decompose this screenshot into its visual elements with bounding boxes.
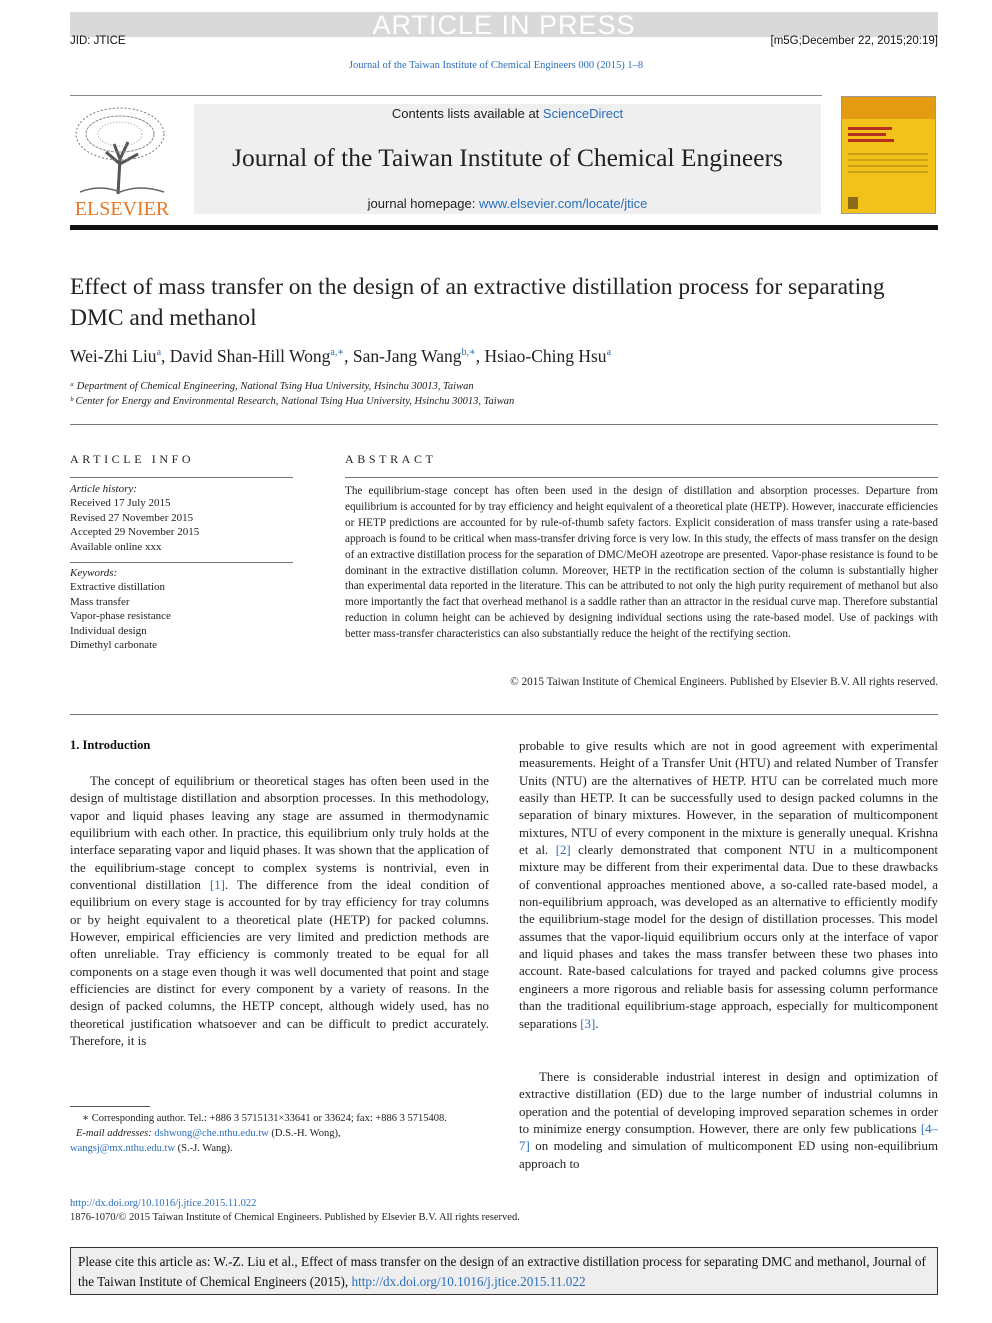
elsevier-tree-icon [70,104,174,218]
author-list: Wei-Zhi Liu$^a$, David Shan-Hill Wong$^{a,∗}$, San-Jang Wang$^{b,∗}$, Hsiao-Ching Hsu$^a$ [70,346,612,366]
journal-cover-thumbnail[interactable] [841,96,936,214]
homepage-prefix: journal homepage: [367,196,479,211]
keyword-item: Extractive distillation [70,581,166,594]
paper-title: Effect of mass transfer on the design of an extractive distillation process for separating DMC and methanol [70,274,885,331]
footnotes: ∗ Corresponding author. Tel.: +886 3 5715131×33641 or 33624; fax: +886 3 5715408. E-mail addresses: dshwong@che.nthu.edu.tw (D.S.-H. Wong), wangsj@mx.nthu.edu.tw (S.-J. Wang). [70,1111,489,1156]
email-link[interactable]: wangsj@mx.nthu.edu.tw [70,1143,176,1154]
article-info-heading: ARTICLE INFO [70,452,195,466]
author-name[interactable]: San-Jang Wang [352,346,462,366]
journal-id: JID: JTICE [70,35,126,47]
section-heading-introduction: 1. Introduction [70,738,151,752]
email-link[interactable]: dshwong@che.nthu.edu.tw [154,1128,269,1139]
affiliation-b: ᵇ Center for Energy and Environmental Research, National Tsing Hua University, Hsinchu 30013, Taiwan [70,396,515,407]
keyword-item: Individual design [70,624,147,637]
intro-paragraph-2: There is considerable industrial interest in design and optimization of extractive distillation (ED) due to the large number of industrial columns in operation and the potential of developing improved separation schemes in order to minimize energy consumption. However, there are only few publications [4–7] on modeling and simulation of multicomponent ED using non-equilibrium approach to [519,1070,938,1171]
affiliation-a: ᵃ Department of Chemical Engineering, National Tsing Hua University, Hsinchu 30013, Taiwan [70,381,474,392]
author-name[interactable]: Wei-Zhi Liu [70,346,157,366]
intro-paragraph-1-continued: probable to give results which are not in good agreement with experimental measurements. Height of a Transfer Unit (HTU) and related Number of Transfer Units (NTU) are the alternatives of HETP. HTU can be correlated much more easily than HETP. It can be successfully used to design packed columns in the separation of binary mixtures. However, in the separation of multicomponent mixtures, NTU of every component in the mixture is generally unequal. Krishna et al. [2] clearly demonstrated that component NTU in a multicomponent mixture may be different from their experimental data. Due to these drawbacks of conventional approaches mentioned above, a so-called rate-based model, a non-equilibrium approach, was developed as an alternative to efficiently modify the equilibrium-stage model for the design of distillation processes. This model assumes that the vapor-liquid equilibrium occurs only at the interface of vapor and liquid phases and takes the mass transfer between these two phases into account. Rate-based calculations for trayed and packed columns give process engineers a more rigorous and reliable basis for assessing column performance than the traditional equilibrium-stage approach, especially for multicomponent separations [3]. [519,739,938,1031]
citation-link[interactable]: [4–7] [519,1122,938,1154]
keyword-item: Vapor-phase resistance [70,610,171,623]
email-label: E-mail addresses: [76,1128,155,1139]
keywords-block [70,566,293,652]
article-history [70,482,293,554]
header-thick-rule [70,225,938,230]
sciencedirect-link[interactable]: ScienceDirect [542,106,624,121]
author-name[interactable]: Hsiao-Ching Hsu [484,346,607,366]
abstract-divider [70,714,938,715]
abstract-heading: ABSTRACT [345,452,437,466]
author-affiliation-mark[interactable]: a [606,347,612,359]
homepage-link[interactable]: www.elsevier.com/locate/jtice [478,196,648,211]
citation-doi-link[interactable]: http://dx.doi.org/10.1016/j.jtice.2015.11.022 [351,1274,586,1289]
history-item: Received 17 July 2015 [70,497,171,510]
journal-reference[interactable]: Journal of the Taiwan Institute of Chemical Engineers 000 (2015) 1–8 [348,60,644,71]
citation-box [70,1247,938,1295]
homepage-line [194,196,821,211]
history-item: Accepted 29 November 2015 [70,526,200,539]
contents-line [194,106,821,121]
article-in-press-banner: ARTICLE IN PRESS [70,12,938,37]
build-stamp: [m5G;December 22, 2015;20:19] [770,35,938,47]
corresponding-author-note: ∗ Corresponding author. Tel.: +886 3 5715131×33641 or 33624; fax: +886 3 5715408. [82,1113,447,1124]
doi-link[interactable]: http://dx.doi.org/10.1016/j.jtice.2015.11.022 [70,1198,257,1209]
author-name[interactable]: David Shan-Hill Wong [169,346,331,366]
abstract-copyright: © 2015 Taiwan Institute of Chemical Engineers. Published by Elsevier B.V. All rights reserved. [510,676,938,688]
article-info-rule [70,477,293,478]
keywords-rule [70,562,293,563]
abstract-rule [345,477,938,478]
author-affiliation-mark[interactable]: a,∗ [330,347,345,359]
citation-link[interactable]: [3] [580,1016,596,1031]
journal-title: Journal of the Taiwan Institute of Chemical Engineers [232,143,783,172]
history-label: Article history: [70,483,137,495]
author-affiliation-mark[interactable]: b,∗ [461,347,476,359]
elsevier-logo[interactable] [70,104,174,218]
issn-line: 1876-1070/© 2015 Taiwan Institute of Chemical Engineers. Published by Elsevier B.V. All rights reserved. [70,1212,520,1223]
publisher-name: ELSEVIER [74,198,170,218]
header-top-rule [70,95,822,96]
contents-prefix: Contents lists available at [391,106,543,121]
citation-link[interactable]: [2] [555,843,571,858]
keyword-item: Mass transfer [70,595,130,608]
keyword-item: Dimethyl carbonate [70,639,158,652]
history-item: Available online xxx [70,540,162,553]
footnote-rule [70,1106,150,1107]
keywords-label: Keywords: [70,567,118,579]
intro-paragraph-1: The concept of equilibrium or theoretical stages has often been used in the design of multistage distillation and absorption processes. In this methodology, vapor and liquid phases leaving any stage are assumed in thermodynamic equilibrium with each other. In practice, this equilibrium only truly holds at the interface separating vapor and liquid phases. It was shown that the application of the equilibrium-stage concept to complex systems is nontrivial, even in conventional distillation [1]. The difference from the ideal condition of equilibrium on every stage is accounted for by tray efficiency for tray columns or by height equivalent to a theoretical plate (HETP) for packed columns. However, empirical efficiencies are very limited and prediction methods are often unreliable. Tray efficiency is commonly treated to be equal for all components on a stage even though it was well documented that point and stage efficiencies are distinct for every component by a variety of reasons. In the design of packed columns, the HETP concept, although widely used, has no theoretical justification whatsoever and can be difficult to predict accurately. Therefore, it is [70,774,489,1049]
citation-link[interactable]: [1] [209,878,225,893]
abstract-text: The equilibrium-stage concept has often been used in the design of distillation and absorption processes. Departure from equilibrium is accounted for by tray efficiency and height equivalent of a theoretical plate (HETP). However, inaccurate efficiencies or HETP predictions are accounted for by rule-of-thumb safety factors. Explicit consideration of mass transfer using a rate-based approach is found to be critical when mass-transfer driving force is very low. In this study, the effects of mass transfer on the design of an extractive distillation process for the separation of DMC/MeOH azeotrope are presented. Vapor-phase resistance is found to be dominant in the extractive distillation column. Moreover, HETP in the rectification section of the column is substantially higher than experimental data reported in the literature. This can be attributed to not only the high purity requirement of methanol but also more importantly the fact that overhead methanol is a saddle rather than an attractor in the residual curve map. Therefore substantial reduction in column height can be achieved by designing individual sections using the rate-based model. Use of packings with better mass-transfer characteristics can also substantially reduce the height of the rectifying section. [345,485,938,641]
title-divider [70,424,938,425]
cover-image [842,97,935,213]
history-item: Revised 27 November 2015 [70,511,194,524]
citation-text: Please cite this article as: W.-Z. Liu et al., Effect of mass transfer on the design of an extractive distillation process for separating DMC and methanol, Journal of the Taiwan Institute of Chemical Engineers (2015), [78,1254,926,1289]
author-affiliation-mark[interactable]: a [156,347,162,359]
